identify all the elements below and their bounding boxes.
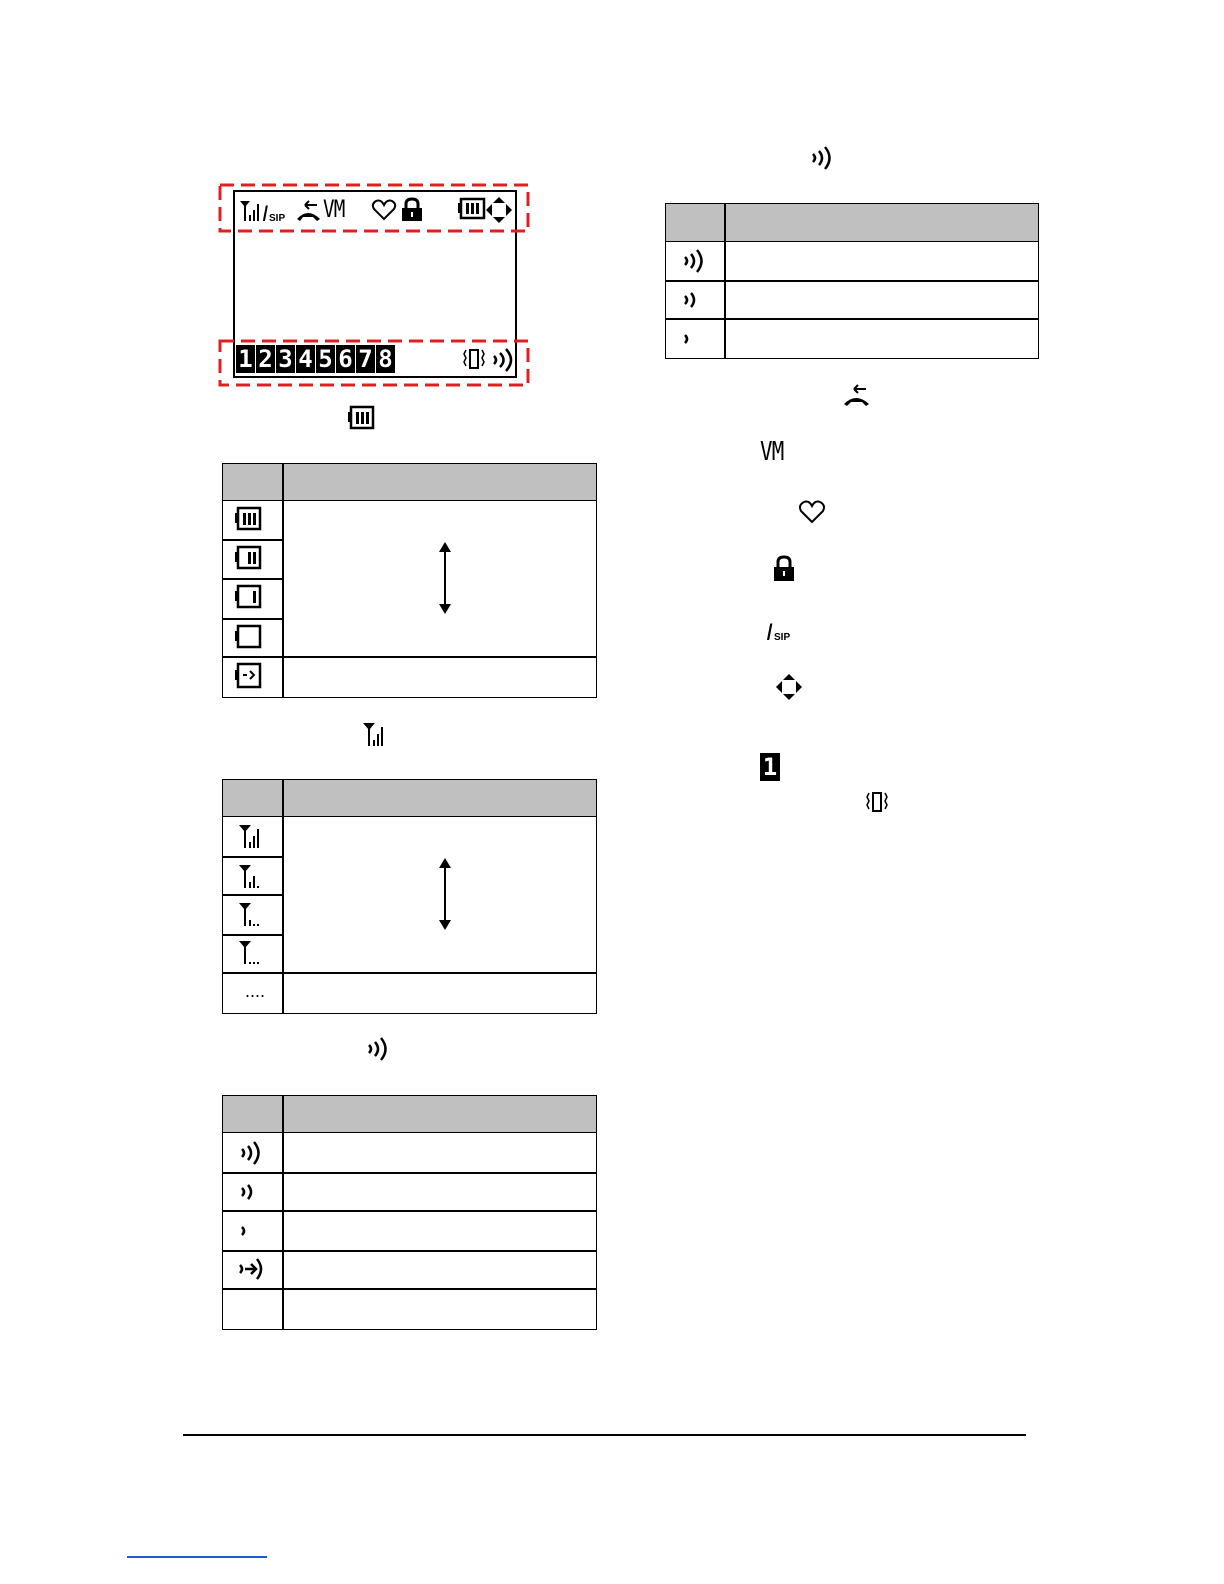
missed-call-icon xyxy=(842,380,872,408)
level-range-arrow xyxy=(437,540,453,616)
line-key-8: 8 xyxy=(376,345,395,373)
battery-icon xyxy=(458,197,486,221)
footer-link-underline xyxy=(127,1556,267,1558)
battery-full-icon xyxy=(235,506,263,532)
battery-one-third-icon xyxy=(235,584,263,610)
line-key-4: 4 xyxy=(296,345,315,373)
lcd-illustration xyxy=(218,183,530,389)
sip-icon xyxy=(765,614,799,644)
battery-charging-icon xyxy=(235,662,263,690)
ringer-heading-icon-right xyxy=(810,143,836,173)
ringer-medium-icon xyxy=(239,1177,265,1207)
battery-two-thirds-icon xyxy=(235,545,263,571)
battery-table xyxy=(222,463,597,698)
signal-icon xyxy=(238,197,288,226)
table-header xyxy=(223,780,596,817)
nav-arrows-icon xyxy=(484,195,514,225)
table-header xyxy=(223,1096,596,1133)
heart-icon xyxy=(371,199,397,221)
svg-text:I: I xyxy=(766,619,773,646)
vibrate-icon xyxy=(461,345,487,375)
voicemail-legend-icon: VM xyxy=(760,437,784,467)
line-key-7: 7 xyxy=(356,345,375,373)
line-key-2: 2 xyxy=(256,345,275,373)
line-key-5: 5 xyxy=(316,345,335,373)
ringer-high-icon xyxy=(682,246,708,276)
line-1-icon: 1 xyxy=(760,753,780,781)
signal-2-bars-icon xyxy=(238,900,268,928)
signal-table xyxy=(222,779,597,1014)
lock-icon xyxy=(772,555,796,583)
ringer-heading-icon xyxy=(366,1034,392,1064)
signal-1-bar-icon xyxy=(238,938,268,966)
svg-text:SIP: SIP xyxy=(269,213,286,224)
ringer-medium-icon xyxy=(682,285,708,315)
ringer-low-icon xyxy=(239,1216,265,1246)
footer-rule xyxy=(183,1434,1026,1436)
level-range-arrow xyxy=(437,856,453,932)
signal-4-bars-icon xyxy=(238,822,268,850)
table-header xyxy=(223,464,596,501)
line-key-1: 1 xyxy=(236,345,255,373)
svg-text:I: I xyxy=(262,201,269,226)
missed-call-icon xyxy=(295,197,323,223)
nav-arrows-icon xyxy=(774,672,804,702)
ringer-icon xyxy=(490,345,518,375)
heart-icon xyxy=(798,500,826,524)
line-key-3: 3 xyxy=(276,345,295,373)
voicemail-label: VM xyxy=(323,195,345,223)
battery-heading-icon xyxy=(348,405,376,431)
svg-text:SIP: SIP xyxy=(774,632,791,643)
line-keys xyxy=(236,345,395,375)
no-signal-dots: .... xyxy=(245,981,266,1001)
ringer-high-icon xyxy=(239,1138,265,1168)
ringer-low-icon xyxy=(682,324,708,354)
battery-empty-icon xyxy=(235,624,263,650)
ringer-headset-icon xyxy=(237,1254,269,1284)
signal-3-bars-icon xyxy=(238,862,268,890)
ringer-table-right xyxy=(665,203,1039,359)
table-header xyxy=(666,204,1038,242)
lock-icon xyxy=(400,197,424,223)
vibrate-icon xyxy=(864,788,890,818)
signal-heading-icon xyxy=(362,720,392,748)
line-key-6: 6 xyxy=(336,345,355,373)
ringer-table-left xyxy=(222,1095,597,1330)
